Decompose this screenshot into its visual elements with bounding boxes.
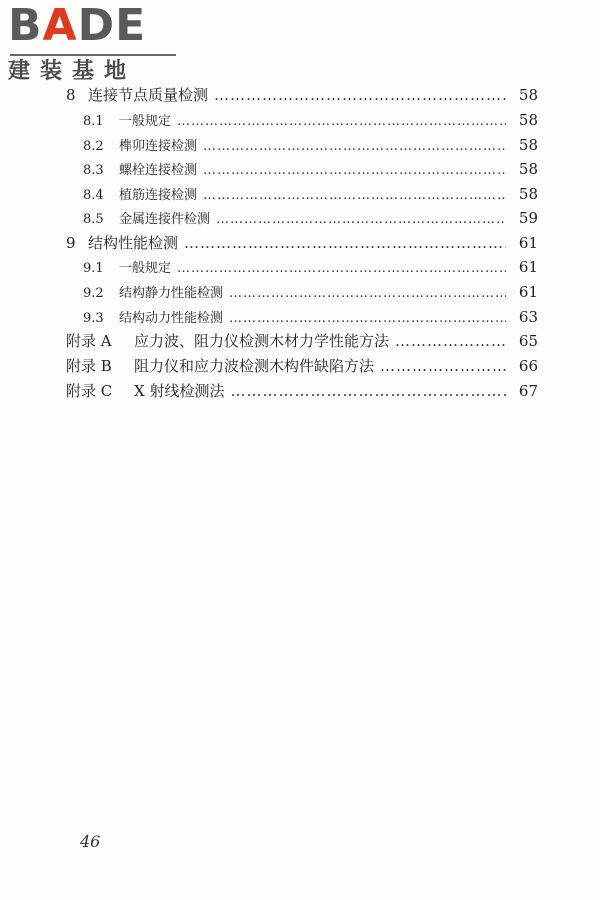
toc-entry-title: 结构性能检测 (88, 234, 179, 252)
toc-entry-page: 58 (518, 136, 538, 154)
toc-entry-page: 59 (518, 209, 538, 227)
toc-entry-number: 8.1 (83, 114, 104, 129)
toc-entry-appendix-b[interactable] (66, 355, 538, 376)
toc-entry-number: 9 (66, 234, 76, 252)
toc-entry-title: 一般规定 (119, 114, 172, 129)
toc-dot-leader (216, 212, 506, 227)
toc-entry-9-3[interactable] (83, 307, 538, 326)
toc-entry-number: 9.1 (83, 261, 104, 276)
toc-dot-leader (184, 234, 506, 252)
toc-entry-title: 榫卯连接检测 (119, 139, 198, 154)
toc-dot-leader (380, 357, 506, 375)
toc-dot-leader (229, 286, 506, 301)
toc-dot-leader (229, 311, 506, 326)
toc-entry-8-2[interactable] (83, 135, 538, 154)
toc-dot-leader (214, 86, 506, 104)
toc-entry-8-3[interactable] (83, 159, 538, 178)
toc-entry-8-1[interactable] (83, 110, 538, 129)
toc-dot-leader (177, 114, 506, 129)
toc-entry-page: 58 (518, 86, 538, 104)
logo-divider (10, 54, 176, 56)
bade-logo (8, 0, 178, 84)
toc-entry-page: 58 (518, 160, 538, 178)
toc-entry-page: 61 (518, 258, 538, 276)
page-number: 46 (80, 832, 101, 851)
toc-entry-9-2[interactable] (83, 282, 538, 301)
toc-entry-title: 金属连接件检测 (119, 212, 211, 227)
toc-dot-leader (230, 382, 506, 400)
toc-dot-leader (395, 332, 506, 350)
logo-chinese-text: 建装基地 (8, 59, 137, 84)
toc-entry-number: 8.2 (83, 139, 104, 154)
toc-entry-title: 阻力仪和应力波检测木构件缺陷方法 (134, 357, 375, 375)
toc-entry-8-4[interactable] (83, 184, 538, 203)
toc-entry-appendix-c[interactable] (66, 380, 538, 401)
toc-dot-leader (177, 261, 506, 276)
logo-wordmark (8, 0, 147, 51)
toc-dot-leader (203, 163, 506, 178)
toc-entry-number: 9.3 (83, 311, 104, 326)
logo-letter-b: B (8, 0, 43, 51)
logo-letters-de: DE (77, 0, 147, 51)
toc-dot-leader (203, 139, 506, 154)
toc-entry-page: 58 (518, 111, 538, 129)
toc-entry-9-1[interactable] (83, 257, 538, 276)
logo-letter-a: A (42, 0, 78, 51)
toc-entry-page: 61 (518, 234, 538, 252)
toc-entry-number: 8 (66, 86, 76, 104)
toc-entry-title: 螺栓连接检测 (119, 163, 198, 178)
toc-entry-page: 58 (518, 185, 538, 203)
toc-entry-8[interactable] (66, 84, 538, 105)
toc-entry-number: 附录 A (66, 332, 112, 350)
toc-entry-number: 8.5 (83, 212, 104, 227)
toc-dot-leader (203, 188, 506, 203)
toc-entry-title: 应力波、阻力仪检测木材力学性能方法 (134, 332, 390, 350)
toc-entry-page: 67 (518, 382, 538, 400)
toc-entry-number: 9.2 (83, 286, 104, 301)
toc-entry-appendix-a[interactable] (66, 330, 538, 351)
toc-entry-number: 8.3 (83, 163, 104, 178)
toc-entry-title: 连接节点质量检测 (88, 86, 209, 104)
toc-entry-page: 65 (518, 332, 538, 350)
toc-entry-title: 植筋连接检测 (119, 188, 198, 203)
toc-entry-8-5[interactable] (83, 208, 538, 227)
toc-entry-title: 结构静力性能检测 (119, 286, 224, 301)
toc-entry-number: 附录 B (66, 357, 112, 375)
toc-entry-page: 66 (518, 357, 538, 375)
toc-entry-title: 一般规定 (119, 261, 172, 276)
toc-entry-number: 8.4 (83, 188, 104, 203)
toc-entry-page: 63 (518, 308, 538, 326)
toc-entry-page: 61 (518, 283, 538, 301)
toc-entry-number: 附录 C (66, 382, 113, 400)
toc-entry-title: 结构动力性能检测 (119, 311, 224, 326)
toc-entry-title: X 射线检测法 (134, 382, 225, 400)
toc-entry-9[interactable] (66, 232, 538, 253)
